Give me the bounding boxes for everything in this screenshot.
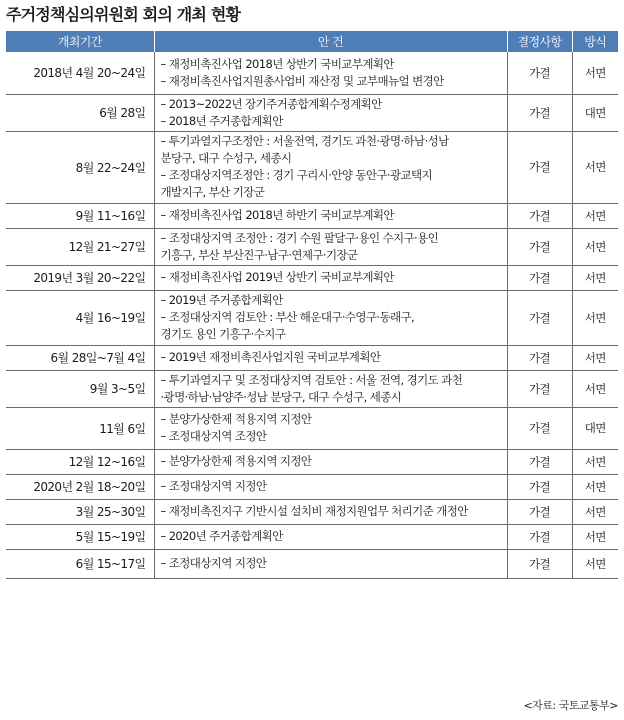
- agenda-item: – 조정대상지역조정안 : 경기 구리시·안양 동안구·광교택지: [160, 168, 433, 182]
- agenda-item: – 2013~2022년 장기주거종합계획수정계획안: [160, 96, 382, 111]
- agenda-cell: [154, 52, 507, 94]
- table-row: [6, 265, 618, 290]
- meeting-table: [6, 31, 618, 579]
- period-cell: 2018년 4월 20~24일: [6, 52, 154, 94]
- method-cell: 대면: [572, 407, 618, 449]
- decision-cell: 가결: [507, 474, 572, 499]
- agenda-item: 분당구, 대구 수성구, 세종시: [160, 151, 292, 165]
- agenda-item: – 재정비촉진사업 2018년 상반기 국비교부계획안: [160, 56, 394, 71]
- agenda-cell: [154, 407, 507, 449]
- method-cell: 서면: [572, 474, 618, 499]
- table-row: [6, 407, 618, 449]
- period-cell: 6월 28일: [6, 94, 154, 131]
- table-row: [6, 524, 618, 549]
- agenda-cell: [154, 228, 507, 265]
- decision-cell: 가결: [507, 345, 572, 370]
- header-method: 방식: [572, 31, 618, 52]
- method-cell: 서면: [572, 290, 618, 345]
- period-cell: 5월 15~19일: [6, 524, 154, 549]
- period-cell: 12월 21~27일: [6, 228, 154, 265]
- decision-cell: 가결: [507, 370, 572, 407]
- method-cell: 서면: [572, 449, 618, 474]
- agenda-cell: [154, 290, 507, 345]
- agenda-cell: [154, 549, 507, 578]
- table-row: [6, 549, 618, 578]
- decision-cell: 가결: [507, 131, 572, 203]
- agenda-cell: [154, 474, 507, 499]
- period-cell: 11월 6일: [6, 407, 154, 449]
- decision-cell: 가결: [507, 265, 572, 290]
- decision-cell: 가결: [507, 549, 572, 578]
- header-agenda: 안 건: [154, 31, 507, 52]
- agenda-cell: [154, 203, 507, 228]
- method-cell: 서면: [572, 549, 618, 578]
- table-row: [6, 449, 618, 474]
- agenda-cell: [154, 265, 507, 290]
- agenda-item: 개발지구, 부산 기장군: [160, 185, 265, 199]
- method-cell: 서면: [572, 524, 618, 549]
- agenda-cell: [154, 345, 507, 370]
- agenda-item: – 재정비촉진지구 기반시설 설치비 재정지원업무 처리기준 개정안: [160, 504, 468, 518]
- decision-cell: 가결: [507, 499, 572, 524]
- agenda-item: – 분양가상한제 적용지역 지정안: [160, 412, 312, 426]
- header-decision: 결정사항: [507, 31, 572, 52]
- decision-cell: 가결: [507, 290, 572, 345]
- table-row: [6, 52, 618, 94]
- agenda-item: 기흥구, 부산 부산진구·남구·연제구·기장군: [160, 247, 358, 262]
- method-cell: 서면: [572, 228, 618, 265]
- agenda-cell: [154, 131, 507, 203]
- agenda-item: – 조정대상지역 조정안: [160, 429, 267, 443]
- agenda-item: – 분양가상한제 적용지역 지정안: [160, 454, 312, 468]
- header-period: 개최기간: [6, 31, 154, 52]
- method-cell: 서면: [572, 131, 618, 203]
- agenda-item: – 2020년 주거종합계획안: [160, 529, 283, 543]
- method-cell: 서면: [572, 265, 618, 290]
- agenda-item: – 2019년 재정비촉진사업지원 국비교부계획안: [160, 350, 381, 364]
- agenda-item: – 조정대상지역 조정안 : 경기 수원 팔달구·용인 수지구·용인: [160, 230, 439, 245]
- agenda-item: 경기도 용인 기흥구·수지구: [160, 327, 286, 341]
- agenda-cell: [154, 499, 507, 524]
- table-row: [6, 94, 618, 131]
- table-row: [6, 370, 618, 407]
- table-row: [6, 474, 618, 499]
- period-cell: 8월 22~24일: [6, 131, 154, 203]
- agenda-cell: [154, 524, 507, 549]
- agenda-cell: [154, 94, 507, 131]
- method-cell: 서면: [572, 499, 618, 524]
- period-cell: 6월 28일~7월 4일: [6, 345, 154, 370]
- agenda-item: – 2018년 주거종합계획안: [160, 113, 283, 128]
- table-row: [6, 345, 618, 370]
- period-cell: 9월 3~5일: [6, 370, 154, 407]
- decision-cell: 가결: [507, 52, 572, 94]
- method-cell: 대면: [572, 94, 618, 131]
- period-cell: 2019년 3월 20~22일: [6, 265, 154, 290]
- table-row: [6, 290, 618, 345]
- method-cell: 서면: [572, 370, 618, 407]
- period-cell: 2020년 2월 18~20일: [6, 474, 154, 499]
- decision-cell: 가결: [507, 203, 572, 228]
- method-cell: 서면: [572, 345, 618, 370]
- period-cell: 3월 25~30일: [6, 499, 154, 524]
- decision-cell: 가결: [507, 524, 572, 549]
- table-title: 주거정책심의위원회 회의 개최 현황: [6, 5, 241, 24]
- period-cell: 12월 12~16일: [6, 449, 154, 474]
- agenda-cell: [154, 370, 507, 407]
- decision-cell: 가결: [507, 407, 572, 449]
- decision-cell: 가결: [507, 228, 572, 265]
- agenda-item: – 조정대상지역 검토안 : 부산 해운대구·수영구·동래구,: [160, 310, 415, 324]
- table-body: [6, 52, 618, 578]
- period-cell: 4월 16~19일: [6, 290, 154, 345]
- header-row: [6, 31, 618, 52]
- agenda-item: ·광명·하남·남양주·성남 분당구, 대구 수성구, 세종시: [160, 389, 402, 404]
- period-cell: 6월 15~17일: [6, 549, 154, 578]
- agenda-cell: [154, 449, 507, 474]
- table-row: [6, 203, 618, 228]
- table-row: [6, 228, 618, 265]
- agenda-item: – 조정대상지역 지정안: [160, 479, 267, 493]
- agenda-item: – 재정비촉진사업 2019년 상반기 국비교부계획안: [160, 270, 394, 284]
- table-row: [6, 131, 618, 203]
- method-cell: 서면: [572, 203, 618, 228]
- table-row: [6, 499, 618, 524]
- agenda-item: – 재정비촉진사업지원총사업비 재산정 및 교부매뉴얼 변경안: [160, 73, 444, 88]
- period-cell: 9월 11~16일: [6, 203, 154, 228]
- agenda-item: – 조정대상지역 지정안: [160, 556, 267, 570]
- decision-cell: 가결: [507, 94, 572, 131]
- agenda-item: – 투기과열지구조정안 : 서울전역, 경기도 과천·광명·하남·성남: [160, 134, 449, 148]
- source-note: <자료: 국토교통부>: [523, 699, 618, 712]
- method-cell: 서면: [572, 52, 618, 94]
- agenda-item: – 투기과열지구 및 조정대상지역 검토안 : 서울 전역, 경기도 과천: [160, 372, 463, 387]
- decision-cell: 가결: [507, 449, 572, 474]
- agenda-item: – 재정비촉진사업 2018년 하반기 국비교부계획안: [160, 208, 394, 222]
- agenda-item: – 2019년 주거종합계획안: [160, 293, 283, 307]
